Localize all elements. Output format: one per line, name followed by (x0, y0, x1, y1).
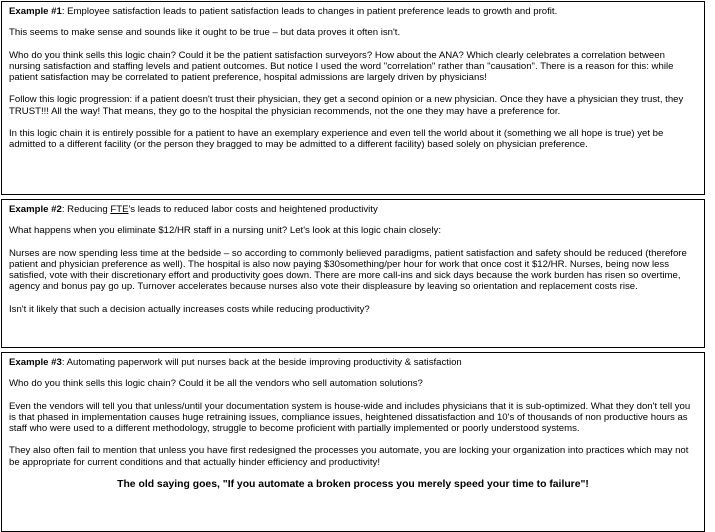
example-3-closing-quote: The old saying goes, "If you automate a broken process you merely speed your time to failure"! (117, 479, 589, 491)
example-1-paragraph: In this logic chain it is entirely possible for a patient to have an exemplary experience and even tell the world about it (something we all hope is true) yet be admitted to a different facility (or the person they bragged to may be admitted to a different facility) based solely on physician preference. (9, 128, 664, 151)
example-3-paragraph: Even the vendors will tell you that unless/until your documentation system is house-wide and includes physicians that it is sub-optimized. What they don't tell you is that phased in implementation causes huge retraining issues, compliance issues, heightened dissatisfaction and 10's of thousands of non productive hours as staff who were used to a different methodology, struggle to become proficient with partially implemented or poorly understood systems. (9, 400, 691, 435)
example-2-heading (9, 204, 697, 215)
example-1-title: : Employee satisfaction leads to patient satisfaction leads to changes in patient preference leads to growth and profit. (61, 6, 558, 17)
example-2-title-fte: FTE (110, 204, 129, 215)
example-1-heading (9, 6, 697, 17)
example-1-paragraph: Follow this logic progression: if a patient doesn't trust their physician, they get a second opinion or a new physician. Once they have a physician they trust, they TRUST!!! All the way! That means, they go to the hospital the physician recommends, not the one they may have a preference for. (9, 94, 684, 117)
example-1-paragraph: Who do you think sells this logic chain? Could it be the patient satisfaction surveyors? How about the ANA? Which clearly celebrates a correlation between nursing satisfaction and staffing levels and patient outcomes. But notice I used the word "correlation" rather than "causation". There is a reason for this: while patient satisfaction may be correlated to patient preference, hospital admissions are largely driven by physicians! (9, 49, 674, 84)
example-2-paragraph: What happens when you eliminate $12/HR staff in a nursing unit? Let's look at this logic chain closely: (9, 225, 442, 237)
example-3-paragraph: They also often fail to mention that unless you have first redesigned the processes you automate, you are locking your organization into practices which may not be appropriate for current conditions and that actually hinder efficiency and productivity! (9, 445, 689, 468)
example-1-box (1, 1, 705, 195)
example-2-title-pre: : Reducing (61, 204, 111, 215)
example-3-label: Example #3 (9, 357, 62, 368)
example-3-box (1, 352, 705, 532)
example-2-label: Example #2 (9, 204, 62, 215)
example-2-title-post: 's leads to reduced labor costs and heightened productivity (128, 204, 378, 215)
example-3-title: : Automating paperwork will put nurses back at the beside improving productivity & satisfaction (61, 357, 462, 368)
example-2-paragraph: Isn't it likely that such a decision actually increases costs while reducing productivity? (9, 303, 370, 315)
example-3-paragraph: Who do you think sells this logic chain? Could it be all the vendors who sell automation solutions? (9, 378, 423, 390)
example-2-box (1, 199, 705, 348)
example-1-paragraph: This seems to make sense and sounds like it ought to be true – but data proves it often isn't. (9, 27, 401, 39)
example-2-paragraph: Nurses are now spending less time at the bedside – so according to commonly believed paradigms, patient satisfaction and safety should be reduced (therefore patient and physician preference as well). The hospital is also now paying $30something/per hour for work that once cost it $12/HR. Nurses, being now less satisfied, vote with their discretionary effort and productivity goes down. There are more call-ins and sick days because the work burden has risen so overtime, agency and bonus pay go up. Turnover accelerates because nurses also vote their displeasure by leaving so orientation and replacement costs rise. (9, 247, 687, 293)
example-1-label: Example #1 (9, 6, 62, 17)
example-3-heading (9, 357, 697, 368)
